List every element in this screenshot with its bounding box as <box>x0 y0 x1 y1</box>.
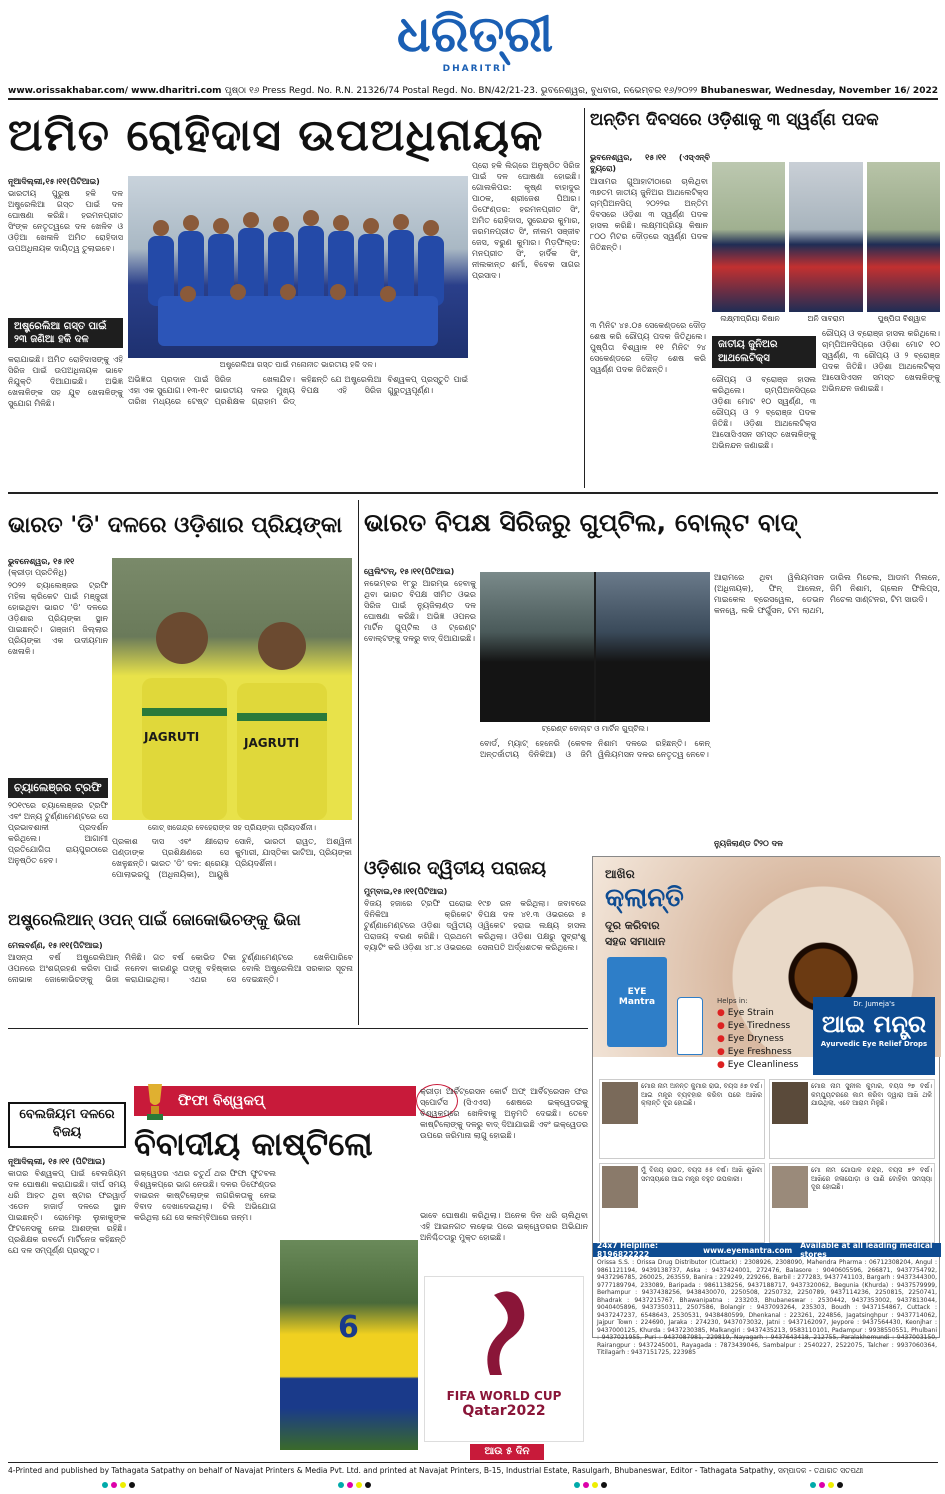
testimonial-text-3: ମୁଁ ବିଜୟ ରାଉତ, ବୟସ ୫୫ ବର୍ଷ। ଆଖି ଶୁଖିବା ସମସ୍ୟାରେ ଆଇ ମନ୍ତ୍ର ବହୁତ ଉପକାରୀ। <box>641 1166 762 1183</box>
ad-helpline-bar <box>593 1243 941 1257</box>
testimonial-1 <box>599 1079 765 1159</box>
fifa-wc-emblem <box>464 1285 544 1385</box>
jersey-number: 6 <box>338 1310 359 1345</box>
athlete-name-1: ଲକ୍ଷ୍ମୀପ୍ରିୟା କିଷାନ <box>720 314 780 323</box>
story7-dateline: ନୂଆଦିଲ୍ଲୀ, ୧୫।୧୧ (ପିଟିଆଇ) <box>8 1157 106 1166</box>
story8-body-b: କ୍ରୀଡ଼ା ଆର୍ବିଟ୍ରେସନ କୋର୍ଟ ଅଫ୍ ଆର୍ବିଟ୍ରେସନ ଫର ସ୍ପୋର୍ଟସ (ସିଏଏସ) ଶେଷରେ ଇକ୍ୱେଡରକୁ ବିଶ୍ୱକପ୍‌ରେ ଖେଳିବାକୁ ଅନୁମତି ଦେଇଛି। ତେବେ କାଷ୍ଟିଲୋଙ୍କୁ ଦଳରୁ ବାଦ୍ ଦିଆଯାଇଛି ଏବଂ ଇକ୍ୱେଡର ଉପରେ ଜରିମାନା ଲାଗୁ ହୋଇଛି। <box>420 1087 588 1140</box>
ad-website[interactable]: www.eyemantra.com <box>703 1245 793 1255</box>
ad-bottle-box <box>607 957 667 1047</box>
fifa-logo-line2: Qatar2022 <box>462 1403 546 1419</box>
strip-regd: ପୃଷ୍ଠା ୧୬ Press Regd. No. R.N. 21326/74 Postal Regd. No. BN/42/21-23. ଭୁବନେଶ୍ୱର, ବୁଧବାର, ନଭେମ୍ବର ୧୬/୨୦୨୨ <box>224 86 698 96</box>
strip-websites[interactable]: www.orissakhabar.com/ www.dharitri.com <box>8 86 222 96</box>
divider-h2 <box>8 1028 588 1029</box>
jersey-text-right: JAGRUTI <box>244 736 300 750</box>
story1-body-c: ପ୍ରୋ ହକି ଲିଗ୍‌ରେ ଅନୁଷ୍ଠିତ ସିରିଜ ପାଇଁ ଦଳ ଘୋଷଣା ହୋଇଛି। ଗୋଲକିପର: କୃଷ୍ଣ ବାହାଦୁର ପାଠକ, ଶ୍ରୀଜେଶ ପିଆର। ଡିଫେଣ୍ଡର: ହରମନପ୍ରୀତ ସିଂ, ଅମିତ ରୋହିଦାସ, ସୁରେନ୍ଦର କୁମାର, ଜରମନପ୍ରୀତ ସିଂ, ନୀଲମ ସଞ୍ଜୀବ ଜେସ, ବରୁଣ କୁମାର। ମିଡ଼ଫିଲ୍ଡ: ମନପ୍ରୀତ ସିଂ, ହାର୍ଦିକ ସିଂ, ନୀଲକାନ୍ତ ଶର୍ମା, ବିବେକ ସାଗର ପ୍ରସାଦ। <box>472 161 580 280</box>
testimonial-grid <box>599 1079 935 1239</box>
athlete-names <box>712 314 940 324</box>
trophy-icon <box>138 1082 172 1122</box>
divider-h1 <box>8 492 938 494</box>
guptill-photo <box>596 572 710 722</box>
footer-imprint: 4-Printed and published by Tathagata Satpathy on behalf of Navajat Printers & Media Pvt. Ltd. and printed at Navajat Printers, B-15, Industrial Estate, Rasulgarh, Bhubaneswar, Editor - Tathagata Satpathy, ସମ୍ପାଦକ - ତଥାଗତ ସତପଥୀ <box>8 1466 864 1475</box>
story7-body: କାତାର ବିଶ୍ୱକପ୍ ପାଇଁ ବେଲଜିୟମ ଦଳ ଘୋଷଣା କରାଯାଇଛି। ଦୀର୍ଘ ସମୟ ଧରି ଆହତ ଥିବା ଷ୍ଟାର ଫରୱାର୍ଡ଼ ଏଡେନ ହାଜାର୍ଡ଼ ଦଳରେ ସ୍ଥାନ ପାଇଛନ୍ତି। ରୋମେଲୁ ଲୁକାକୁଙ୍କ ଫିଟନେସକୁ ନେଇ ଆଶଙ୍କା ରହିଛି। ପ୍ରଶିକ୍ଷକ ରବର୍ଟୋ ମାର୍ଟିନେଜ କହିଛନ୍ତି ଯେ ଦଳ ସମ୍ପୂର୍ଣ୍ଣ ପ୍ରସ୍ତୁତ। <box>8 1169 126 1255</box>
reg-dots-3 <box>574 1482 607 1488</box>
masthead-logo: ଧରିତ୍ରୀ <box>396 4 554 63</box>
story1-body-d: ଅଭିଜ୍ଞତା ପ୍ରଦାନ ପାଇଁ ଏହା ଏକ ସୁଯୋଗ। ୧୩-୧୯ ତାରିଖ ମଧ୍ୟରେ ଟେଷ୍ଟ ସିରିଜ ଖେଳାଯିବ। ଭାରତୀୟ ଦଳର ମୁଖ୍ୟ ପ୍ରଶିକ୍ଷକ ଗ୍ରାହାମ ରିଡ୍ କହିଛନ୍ତି ଯେ ଅଷ୍ଟ୍ରେଲିଆ ବିପକ୍ଷ ଏହି ସିରିଜ ବିଶ୍ୱକପ୍ ପ୍ରସ୍ତୁତି ପାଇଁ ଗୁରୁତ୍ୱପୂର୍ଣ୍ଣ। <box>128 375 468 406</box>
testimonial-avatar-2 <box>772 1082 808 1124</box>
hockey-team-photo <box>128 176 468 358</box>
testimonial-text-1: ମୋର ନାମ ଅନନ୍ତ କୁମାର ରାଉ, ବୟସ ୫୭ ବର୍ଷ। ଆଇ ମନ୍ତ୍ର ବ୍ୟବହାର କରିବା ପରେ ଆଖିର କ୍ଲାନ୍ତି ଦୂର ହୋଇଛି। <box>641 1082 762 1107</box>
story8-body-c: ଭାବେ ଘୋଷଣା କରିଥିଲା। ଅନେକ ଦିନ ଧରି ଚାଲିଥିବା ଏହି ଆଇନଗତ ଲଢ଼େଇ ପରେ ଇକ୍ୱେଡରର ଅଭିଯାନ ଅନିଶ୍ଚିତତାରୁ ମୁକ୍ତ ହୋଇଛି। <box>420 1211 588 1242</box>
benefit-2: ● Eye Tiredness <box>717 1021 791 1031</box>
testimonial-avatar-3 <box>602 1166 638 1208</box>
ad-line4: ସହଜ ସମାଧାନ <box>605 935 666 948</box>
story1-photo-caption: ଅଷ୍ଟ୍ରେଲିଆ ଗସ୍ତ ପାଇଁ ମନୋନୀତ ଭାରତୀୟ ହକି ଦଳ। <box>219 360 377 369</box>
benefit-1: ● Eye Strain <box>717 1008 774 1018</box>
story4-body: ଆସନ୍ତା ବର୍ଷ ଅଷ୍ଟ୍ରେଲିଆନ୍ ଓପନରେ ଅଂଶଗ୍ରହଣ କରିବା ପାଇଁ ନୋଭାକ ଜୋକୋଭିଚଙ୍କୁ ଭିଜା ମିଳିଛି। ଗତ ବର୍ଷ କୋଭିଡ ଟିକା ନନେବା କାରଣରୁ ତାଙ୍କୁ ବହିଷ୍କାର କରାଯାଇଥିଲା। ଏଥର ସେ ଟୁର୍ଣ୍ଣାମେଣ୍ଟରେ ଖେଳିପାରିବେ ବୋଲି ଅଷ୍ଟ୍ରେଲିଆ ସରକାର ସୂଚନା ଦେଇଛନ୍ତି। <box>8 953 353 984</box>
athlete-photos <box>712 162 940 312</box>
ad-line3: ଦୂର କରିବାର <box>605 919 660 932</box>
benefit-3: ● Eye Dryness <box>717 1034 784 1044</box>
story5-body-a: ନଭେମ୍ବର ୧୮ରୁ ଆରମ୍ଭ ହେବାକୁ ଥିବା ଭାରତ ବିପକ୍ଷ ସୀମିତ ଓଭର ସିରିଜ ପାଇଁ ନ୍ୟୁଜିଲାଣ୍ଡ ଦଳ ଘୋଷଣା କରିଛି। ଅଭିଜ୍ଞ ଓପନର ମାର୍ଟିନ ଗୁପ୍‌ଟିଲ ଓ ଟ୍ରେଣ୍ଟ ବୋଲ୍ଟଙ୍କୁ ଦଳରୁ ବାଦ୍ ଦିଆଯାଇଛି। <box>364 579 476 643</box>
countdown-text: ଆଉ ୫ ଦିନ <box>484 1446 530 1457</box>
ad-brand: ଆଇ ମନ୍ତ୍ର <box>821 1010 927 1038</box>
story2-body-c: ୩ ମିନିଟ ୪୫.୦୫ ସେକେଣ୍ଡରେ ଦୌଡ଼ ଶେଷ କରି ରୌପ୍ୟ ପଦକ ଜିତିଥିଲେ। ପୁଷ୍ପିତା ବିଶ୍ୱାଳ ୧୧ ମିନିଟ ୨୪ ସେକେଣ୍ଡରେ ଦୌଡ଼ ଶେଷ କରି ସ୍ୱର୍ଣ୍ଣ ପଦକ ଜିତିଛନ୍ତି। <box>590 321 706 374</box>
testimonial-avatar-4 <box>772 1166 808 1208</box>
story5-headline: ଭାରତ ବିପକ୍ଷ ସିରିଜରୁ ଗୁପ୍‌ଟିଲ, ବୋଲ୍ଟ ବାଦ୍ <box>364 508 798 537</box>
story1-headline: ଅମିତ ରୋହିଦାସ ଉପଅଧିନାୟକ <box>8 110 544 161</box>
strip-date: Wednesday, November 16/ 2022 <box>774 86 938 96</box>
story3-body-c: ପ୍ରକାଶ ଦାସ ଏବଂ କ୍ଷୀରୋଦ ପଣ୍ଡାଙ୍କ ପ୍ରଶିକ୍ଷଣରେ ସେ ଖେଳୁଛନ୍ତି। ଭାରତ 'ଡି' ଦଳ: ଶ୍ରେୟା ପୋଲାଭରପୁ (ଅଧିନାୟିକା), ଆୟୁଷି ସୋନି, ଭାରତୀ ରାୱତ, ଅଶ୍ୱିନୀ କୁମାରୀ, ଯାସ୍ତିକା ଭାଟିଆ, ପ୍ରିୟଙ୍କା ପ୍ରିୟଦର୍ଶିନୀ। <box>112 837 352 879</box>
story5-dateline: ୱେଲିଂଟନ୍, ୧୫।୧୧(ପିଟିଆଇ) <box>364 567 455 576</box>
athlete-name-3: ପୁଷ୍ପିତା ବିଶ୍ୱାଳ <box>877 314 927 323</box>
athlete-photo-2 <box>789 162 862 312</box>
testimonial-text-2: ମୋର ନାମ ସୁନୀଲ କୁମାର, ବୟସ ୨୭ ବର୍ଷ। କମ୍ପ୍ୟୁଟରରେ କାମ କରିବା ଦ୍ୱାରା ଆଖି ଥକି ଯାଉଥିଲା, ଏବେ ଆରାମ ମିଳୁଛି। <box>811 1082 932 1107</box>
story2-body-a: ଆସାମର ଗୁଆହାଟୀଠାରେ ଚାଲିଥିବା ୩୭ତମ ଜାତୀୟ ଜୁନିଅର ଆଥଲେଟିକ୍ସ ଚାମ୍ପିଅନସିପ୍ ୨୦୨୨ର ଅନ୍ତିମ ଦିବସରେ ଓଡ଼ିଶା ୩ ସ୍ୱର୍ଣ୍ଣ ପଦକ ହାସଲ କରିଛି। ଲକ୍ଷ୍ମୀପ୍ରିୟା କିଷାନ ୮୦୦ ମିଟର ଦୌଡ଼ରେ ସ୍ୱର୍ଣ୍ଣ ପଦକ ଜିତିଛନ୍ତି। <box>590 177 708 252</box>
ad-distributors: Orissa S.S. : Orissa Drug Distributor (Cuttack) : 2308926, 2308090, Mahendra Pharma : 06712308204, Angul : 9861121194, 9439138737, Aska : 9437424001, 272476, Balasore : 9040605596, 266871, 9437754792, 9437296785, 260025, 263559, Banira : 229249, 229266, Barbil : 277283, 9437741103, Bargarh : 9437344300, 9777189794, 233089, Baripada : 9861138256, 9437188717, 9437320062, Begunia (Khurda) : 9437579999, Berhampur : 9437438256, 9438430070, 2250508, 2250732, 2250789, 9437114236, 2250815, 2250741, Bhadrak : 9437215767, Bhawanipatna : 233203, Bhubaneswar : 2530442, 9437353002, 9437813044, 9040405896, 9437350311, 2507586, Bolangir : 9437093264, 235303, Boudh : 9437154867, Cuttack : 9437247237, 6548643, 2530531, 9438480599, Dhenkanal : 223261, 224856, Jagatsinghpur : 9437714062, Jajpur Town : 224690, Jaraka : 274230, 9437073032, Jatni : 9437162097, Jeypore : 9437564430, Keonjhar : 9437000125, Khurda : 9437230385, Malkangiri : 9437435213, 9583110101, Padampur : 9938550551, Phulbani : 9437021955, Puri : 9437087981, 229819, Nayagarh : 9437643418, 212755, Paralakhemundi : 9437003150, Rairangpur : 9437245001, Rayagada : 7873439046, Sambalpur : 2540227, 2522075, Talcher : 9937060364, Titilagarh : 9437151725, 223985 <box>597 1259 937 1356</box>
story5-body-c: ଆରାମରେ ଥିବା ୱିଲିୟମସନ (ଅଧିନାୟକ), ଫିନ୍ ଆଲେନ, ମାଇକେଲ ବ୍ରେସୱେଲ, ଡେଭନ କନୱେ, ଲକି ଫର୍ଗୁସନ, ଟମ ଲାଥମ, ଡାରିଲ ମିଚେଲ, ଆଡାମ ମିଲନେ, ଜିମି ନିଶାମ, ଗ୍ଲେନ ଫିଲିପ୍ସ, ମିଚେଲ ସାଣ୍ଟନର, ଟିମ ସାଉଦି। <box>714 573 940 615</box>
story5-body-b: ବୋର୍ଡ, ମ୍ୟାଟ୍ ହେନେରି (କେବଳ ଅନ୍ତର୍ଜାତୀୟ ଦିନିକିଆ) ଓ ଜିମି ନିଶାମ ଦଳରେ ରହିଛନ୍ତି। କେନ୍ ୱିଲିୟମସନ ଦଳର ନେତୃତ୍ୱ ନେବେ। <box>480 739 710 759</box>
testimonial-avatar-1 <box>602 1082 638 1124</box>
athlete-name-2: ଅନି ସାବରାମ <box>807 314 845 323</box>
story1-dateline: ନୂଆଦିଲ୍ଲୀ,୧୫।୧୧(ପିଟିଆଇ) <box>8 177 100 186</box>
fifa-kicker-bar <box>134 1086 416 1116</box>
world-cup-trophy-icon <box>138 1082 172 1122</box>
story3-body-a: ୨୦୨୨ ଚ୍ୟାଲେଞ୍ଜର ଟ୍ରଫି ମହିଳା କ୍ରିକେଟ ପାଇଁ ମଞ୍ଜୁରୀ ହୋଇଥିବା ଭାରତ 'ଡି' ଦଳରେ ଓଡ଼ିଶାର ପ୍ରିୟଙ୍କା ସ୍ଥାନ ପାଇଛନ୍ତି। ଗଞ୍ଜାମ ଜିଲ୍ଲାର ପ୍ରିୟଙ୍କା ଏକ ଉଦୀୟମାନ ଖେଳାଳି। <box>8 581 108 656</box>
story7-side-title: ବେଲଜିୟମ ଦଳରେ ବିଜୟ <box>19 1107 115 1140</box>
ad-availability: Available at all leading medical stores <box>800 1241 933 1259</box>
boult-guptill-photo <box>480 572 710 722</box>
story3-headline: ଭାରତ 'ଡି' ଦଳରେ ଓଡ଼ିଶାର ପ୍ରିୟଙ୍କା <box>8 513 343 538</box>
story3-photo-caption: କୋଚ୍ ଖଗେନ୍ଦ୍ର ବେହେରାଙ୍କ ସହ ପ୍ରିୟଙ୍କା ପ୍ରିୟଦର୍ଶିନୀ। <box>147 823 317 832</box>
boult-photo <box>480 572 594 722</box>
story6-dateline: ମୁମ୍ବାଇ,୧୫।୧୧(ପିଟିଆଇ) <box>364 887 448 896</box>
registration-marks <box>0 1480 945 1490</box>
story2-dateline: ଭୁବନେଶ୍ୱର, ୧୫।୧୧ (ଏସ୍‌ଏନ୍‌ବି ବ୍ୟୁରୋ) <box>590 153 710 173</box>
fifa-kicker: ଫିଫା ବିଶ୍ୱକପ୍ <box>178 1093 265 1109</box>
story3-byline: (କ୍ରୀଡ଼ା ପ୍ରତିନିଧି) <box>8 568 67 577</box>
reg-dots-4 <box>810 1482 843 1488</box>
ad-helpline[interactable]: 24x7 Helpline: 8196822222 <box>597 1241 658 1259</box>
story6-headline: ଓଡ଼ିଶାର ଦ୍ୱିତୀୟ ପରାଜୟ <box>364 858 547 879</box>
ad-helps-in: Helps in: <box>717 997 748 1005</box>
priyanka-photo <box>112 558 352 820</box>
ad-product-line: Ayurvedic Eye Relief Drops <box>820 1040 928 1048</box>
ad-benefits <box>717 1007 798 1072</box>
ad-dropper <box>677 997 703 1055</box>
story1-body-b: କରାଯାଇଛି। ଅମିତ ରୋହିଦାସଙ୍କୁ ଏହି ସିରିଜ ପାଇଁ ଉପଅଧିନାୟକ ଭାବେ ନିଯୁକ୍ତି ଦିଆଯାଇଛି। ଅଭିଜ୍ଞ ଖେଳାଳିଙ୍କ ସହ ଯୁବ ଖେଳାଳିଙ୍କୁ ସୁଯୋଗ ମିଳିଛି। <box>8 355 123 408</box>
info-strip <box>8 86 938 100</box>
masthead-sub: DHARITRI <box>442 64 508 74</box>
testimonial-3 <box>599 1163 765 1243</box>
story3-body-b: ୨୦୧୯ରେ ଚ୍ୟାଲେଞ୍ଜର ଟ୍ରଫି ଏବଂ ଅନ୍ୟ ଟୁର୍ଣ୍ଣାମେଣ୍ଟରେ ସେ ପ୍ରଭାବଶାଳୀ ପ୍ରଦର୍ଶନ କରିଥିଲେ। ଆଗାମୀ ପ୍ରତିଯୋଗିତା ରାୟପୁରଠାରେ ଅନୁଷ୍ଠିତ ହେବ। <box>8 801 108 865</box>
story1-box: ଅଷ୍ଟ୍ରେଲିଆ ଗସ୍ତ ପାଇଁ ୨୩ ଜଣିଆ ହକି ଦଳ <box>8 318 123 348</box>
testimonial-text-4: ମୋ ନାମ ଗୋପାଳ ଚନ୍ଦ୍ର, ବୟସ ୭୨ ବର୍ଷ। ଆଖିରେ ଜଳାପୋଡ଼ା ଓ ପାଣି ବୋହିବା ସମସ୍ୟା ଦୂର ହୋଇଛି। <box>811 1166 932 1191</box>
story2-body-d: ରୌପ୍ୟ ଓ ବ୍ରୋଞ୍ଜ ହାସଲ କରିଥିଲେ। ଚାମ୍ପିଅନସିପ୍‌ରେ ଓଡ଼ିଶା ମୋଟ ୧୦ ସ୍ୱର୍ଣ୍ଣ, ୩ ରୌପ୍ୟ ଓ ୨ ବ୍ରୋଞ୍ଜ ପଦକ ଜିତିଛି। ଓଡ଼ିଶା ଆଥଲେଟିକ୍ସ ଆସୋସିଏସନ ସମସ୍ତ ଖେଳାଳିଙ୍କୁ ଅଭିନନ୍ଦନ ଜଣାଇଛି। <box>712 375 816 450</box>
eye-mantra-ad[interactable] <box>592 856 940 1356</box>
story8-body-a: ଇକ୍ୱେଡର ଏଥର ଚତୁର୍ଥ ଥର ଫିଫା ଫୁଟବଲ ବିଶ୍ୱକପ୍‌ରେ ଭାଗ ନେଉଛି। ଦଳର ଡିଫେଣ୍ଡର ବାଇରନ କାଷ୍ଟିଲୋଙ୍କ ନାଗରିକତାକୁ ନେଇ ବିବାଦ ଦେଖାଦେଇଥିଲା। ଚିଲି ଅଭିଯୋଗ କରିଥିଲା ଯେ ସେ କଲମ୍ବିଆରେ ଜନ୍ମ। <box>134 1169 276 1222</box>
story6-body: ବିଜୟ ହଜାରେ ଟ୍ରଫି ଘରୋଇ ଦିନିକିଆ କ୍ରିକେଟ ଟୁର୍ଣ୍ଣାମେଣ୍ଟରେ ଓଡ଼ିଶା ଦ୍ୱିତୀୟ ପରାଜୟ ବରଣ କରିଛି। ପ୍ରଥମେ ବ୍ୟାଟିଂ କରି ଓଡ଼ିଶା ୪୮.୪ ଓଭରରେ ୧୯୭ ରନ କରିଥିଲା। ଜବାବରେ ବିପକ୍ଷ ଦଳ ୪୧.୩ ଓଭରରେ ୫ ଓ୍ୱିକେଟ ହରାଇ ଲକ୍ଷ୍ୟ ହାସଲ କରିଥିଲା। ଓଡ଼ିଶା ପକ୍ଷରୁ ସୁବ୍ରାଂଶୁ ସେନାପତି ଅର୍ଦ୍ଧଶତକ କରିଥିଲେ। <box>364 899 586 952</box>
story4-headline: ଅଷ୍ଟ୍ରେଲିଆନ୍ ଓପନ୍ ପାଇଁ ଜୋକୋଭିଚଙ୍କୁ ଭିଜା <box>8 910 301 929</box>
jersey-text-left: JAGRUTI <box>144 730 200 744</box>
ad-brand-box: Dr. Jumeja's <box>853 1000 895 1008</box>
castillo-photo <box>280 1240 418 1450</box>
hockey-players-graphic <box>128 176 468 358</box>
athlete-photo-1 <box>712 162 785 312</box>
story8-headline: ବିବାଦୀୟ କାଷ୍ଟିଲୋ <box>134 1125 373 1163</box>
story2-box: ଜାତୀୟ ଜୁନିଅର ଆଥଲେଟିକ୍ସ <box>712 336 816 368</box>
story2-body-b: ରୌପ୍ୟ ଓ ବ୍ରୋଞ୍ଜ ହାସଲ କରିଥିଲେ। ଚାମ୍ପିଅନସିପ୍‌ରେ ଓଡ଼ିଶା ମୋଟ ୧୦ ସ୍ୱର୍ଣ୍ଣ, ୩ ରୌପ୍ୟ ଓ ୨ ବ୍ରୋଞ୍ଜ ପଦକ ଜିତିଛି। ଓଡ଼ିଶା ଆଥଲେଟିକ୍ସ ଆସୋସିଏସନ ସମସ୍ତ ଖେଳାଳିଙ୍କୁ ଅଭିନନ୍ଦନ ଜଣାଇଛି। <box>822 329 940 393</box>
story5-box: ନ୍ୟୁଜିଲାଣ୍ଡ ଟି୨୦ ଦଳ <box>714 839 783 848</box>
testimonial-4 <box>769 1163 935 1243</box>
divider-v1 <box>584 108 585 488</box>
reg-dots-1 <box>102 1482 135 1488</box>
ad-bottle-label: EYE Mantra <box>618 987 656 1007</box>
story2-headline: ଅନ୍ତିମ ଦିବସରେ ଓଡ଼ିଶାକୁ ୩ ସ୍ୱର୍ଣ୍ଣ ପଦକ <box>590 110 879 130</box>
benefit-5: ● Eye Cleanliness <box>717 1060 799 1070</box>
story3-dateline: ଭୁବନେଶ୍ୱର, ୧୫।୧୧ <box>8 557 75 566</box>
story1-body-a: ଭାରତୀୟ ପୁରୁଷ ହକି ଦଳ ଅଷ୍ଟ୍ରେଲିଆ ଗସ୍ତ ପାଇଁ ଦଳ ଘୋଷଣା କରିଛି। ହରମନପ୍ରୀତ ସିଂଙ୍କ ନେତୃତ୍ୱରେ ଦଳ ଖେଳିବ ଓ ଓଡ଼ିଆ ଖେଳାଳି ଅମିତ ରୋହିଦାସ ଉପଅଧିନାୟକ ଦାୟିତ୍ୱ ତୁଲାଇବେ। <box>8 189 123 253</box>
divider-v2 <box>358 500 359 1025</box>
athlete-photo-3 <box>867 162 940 312</box>
story3-box: ଚ୍ୟାଲେଞ୍ଜର ଟ୍ରଫି <box>8 778 108 798</box>
ad-brand-panel <box>813 997 935 1075</box>
ad-line1: ଆଖିର <box>605 867 635 881</box>
strip-city: Bhubaneswar, <box>700 86 772 96</box>
story4-dateline: ମେଲବର୍ଣ୍ଣ, ୧୫।୧୧(ପିଟିଆଇ) <box>8 941 103 950</box>
footer-rule <box>8 1462 938 1463</box>
ad-line2: କ୍ଲାନ୍ତି <box>605 883 684 913</box>
story7-title-box <box>8 1102 126 1148</box>
benefit-4: ● Eye Freshness <box>717 1047 792 1057</box>
reg-dots-2 <box>338 1482 371 1488</box>
priyanka-graphic <box>112 558 352 820</box>
fifa-logo-line1: FIFA WORLD CUP <box>446 1389 562 1403</box>
fifa-logo-box <box>424 1276 584 1442</box>
story5-photo-caption: ଟ୍ରେଣ୍ଟ ବୋଲ୍ଟ ଓ ମାର୍ଟିନ ଗୁପ୍‌ଟିଲ। <box>541 724 649 733</box>
testimonial-2 <box>769 1079 935 1159</box>
countdown-badge <box>470 1444 544 1460</box>
